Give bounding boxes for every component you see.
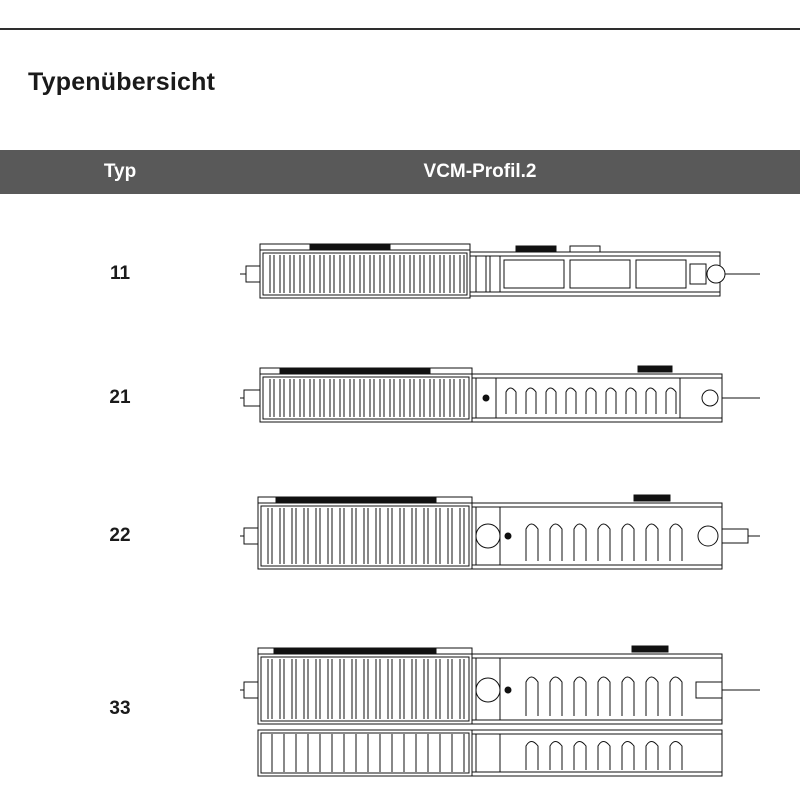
- table-header-row: [0, 150, 800, 194]
- row-drawing-cell: [240, 352, 800, 444]
- row-spacer: [0, 326, 800, 346]
- radiator-profile-type-22-icon: [240, 481, 760, 591]
- row-spacer: [0, 450, 800, 470]
- row-drawing-cell: [240, 634, 800, 784]
- row-drawing-cell: [240, 226, 800, 322]
- radiator-profile-type-33-icon: [240, 634, 760, 784]
- row-spacer: [0, 194, 800, 222]
- row-drawing-cell: [240, 481, 800, 591]
- row-spacer: [0, 602, 800, 624]
- table-row: [0, 222, 800, 326]
- top-divider: [0, 28, 800, 30]
- radiator-profile-type-11-icon: [240, 226, 760, 322]
- radiator-profile-type-21-icon: [240, 352, 760, 444]
- row-type-label: 33: [109, 698, 131, 719]
- row-type-label: 21: [109, 387, 131, 408]
- table-row: [0, 624, 800, 794]
- type-overview-table: [0, 150, 800, 794]
- table-row: [0, 346, 800, 450]
- page-title: Typenübersicht: [28, 68, 216, 96]
- row-type-label: 22: [109, 525, 131, 546]
- table-row: [0, 470, 800, 602]
- row-type-label: 11: [109, 263, 131, 284]
- column-header-type: Typ: [103, 161, 137, 182]
- column-header-profile: VCM-Profil.2: [423, 161, 537, 182]
